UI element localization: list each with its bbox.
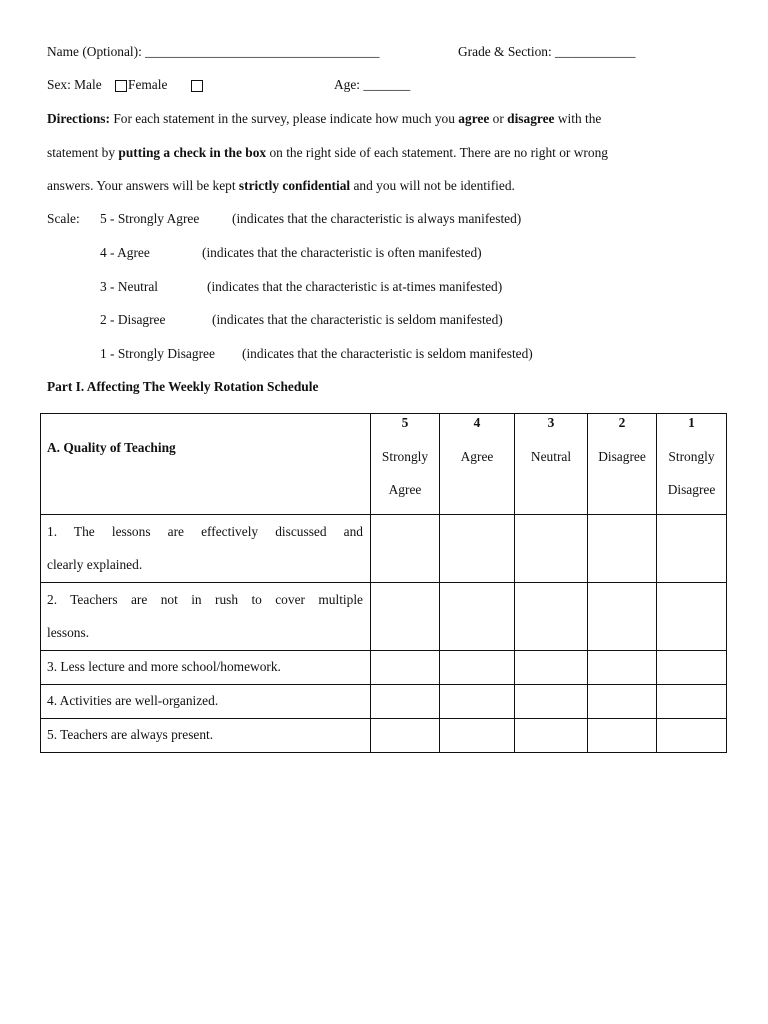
directions-text: answers. Your answers will be kept [47, 178, 239, 193]
statement-line: 1. The lessons are effectively discussed and [47, 524, 363, 539]
statement-cell [41, 515, 371, 583]
rating-cell-3[interactable] [515, 685, 588, 719]
column-number: 2 [618, 415, 626, 430]
directions-text: on the right side of each statement. There are no right or wrong [266, 145, 608, 160]
table-row [41, 651, 727, 685]
column-header-1 [657, 414, 727, 515]
rating-cell-2[interactable] [588, 583, 657, 651]
scale-desc-5: (indicates that the characteristic is always manifested) [232, 211, 522, 226]
grade-section-field[interactable]: Grade & Section: ____________ [458, 44, 636, 59]
rating-cell-2[interactable] [588, 515, 657, 583]
age-field[interactable]: Age: _______ [334, 77, 411, 92]
rating-cell-2[interactable] [588, 651, 657, 685]
column-label: Strongly [381, 449, 429, 464]
scale-level-4: 4 - Agree [100, 245, 150, 260]
rating-cell-1[interactable] [657, 583, 727, 651]
column-label: Disagree [667, 482, 716, 497]
directions-text: or [489, 111, 508, 126]
scale-desc-3: (indicates that the characteristic is at-times manifested) [207, 279, 503, 294]
directions-text: and you will not be identified. [350, 178, 515, 193]
column-number: 1 [688, 415, 695, 430]
column-number: 5 [401, 415, 409, 430]
column-label: Agree [460, 449, 494, 464]
table-row [41, 583, 727, 651]
rating-cell-4[interactable] [440, 685, 515, 719]
table-row [41, 685, 727, 719]
survey-table [40, 413, 727, 753]
scale-desc-2: (indicates that the characteristic is seldom manifested) [212, 312, 503, 327]
column-label: Neutral [530, 449, 572, 464]
column-label: Disagree [598, 449, 646, 464]
statement-cell: 3. Less lecture and more school/homework. [41, 651, 371, 685]
scale-level-2: 2 - Disagree [100, 312, 166, 327]
rating-cell-4[interactable] [440, 719, 515, 753]
rating-cell-3[interactable] [515, 651, 588, 685]
rating-cell-4[interactable] [440, 515, 515, 583]
rating-cell-5[interactable] [371, 515, 440, 583]
name-field[interactable]: Name (Optional): ___________________________________ [47, 44, 380, 59]
column-header-4 [440, 414, 515, 515]
statement-line: clearly explained. [47, 557, 143, 572]
directions-label: Directions: [47, 111, 110, 126]
scale-level-1: 1 - Strongly Disagree [100, 346, 215, 361]
rating-cell-1[interactable] [657, 685, 727, 719]
section-title: A. Quality of Teaching [41, 414, 371, 515]
rating-cell-5[interactable] [371, 685, 440, 719]
rating-cell-2[interactable] [588, 685, 657, 719]
scale-label: Scale: [47, 211, 80, 226]
column-header-2 [588, 414, 657, 515]
directions-agree: agree [458, 111, 490, 126]
part-title: Part I. Affecting The Weekly Rotation Schedule [47, 379, 319, 394]
rating-cell-4[interactable] [440, 651, 515, 685]
rating-cell-4[interactable] [440, 583, 515, 651]
column-number: 3 [547, 415, 555, 430]
female-checkbox[interactable] [191, 80, 203, 92]
statement-cell: 4. Activities are well-organized. [41, 685, 371, 719]
directions-line-3 [47, 178, 515, 194]
directions-line-1 [47, 111, 601, 127]
scale-level-5: 5 - Strongly Agree [100, 211, 200, 226]
sex-label: Sex: Male [47, 77, 102, 92]
rating-cell-5[interactable] [371, 719, 440, 753]
directions-text: statement by [47, 145, 119, 160]
directions-check: putting a check in the box [118, 145, 267, 160]
statement-cell: 5. Teachers are always present. [41, 719, 371, 753]
directions-text: For each statement in the survey, please indicate how much you [109, 111, 459, 126]
statement-cell [41, 583, 371, 651]
column-label: Strongly [668, 449, 715, 464]
directions-disagree: disagree [507, 111, 555, 126]
rating-cell-1[interactable] [657, 719, 727, 753]
rating-cell-3[interactable] [515, 515, 588, 583]
rating-cell-1[interactable] [657, 515, 727, 583]
rating-cell-3[interactable] [515, 719, 588, 753]
directions-text: with the [554, 111, 602, 126]
rating-cell-3[interactable] [515, 583, 588, 651]
scale-desc-4: (indicates that the characteristic is often manifested) [202, 245, 482, 260]
rating-cell-2[interactable] [588, 719, 657, 753]
table-row [41, 515, 727, 583]
column-label: Agree [388, 482, 422, 497]
scale-desc-1: (indicates that the characteristic is seldom manifested) [242, 346, 533, 361]
directions-line-2 [47, 145, 608, 161]
rating-cell-1[interactable] [657, 651, 727, 685]
statement-line: lessons. [47, 625, 90, 640]
column-number: 4 [473, 415, 481, 430]
column-header-3 [515, 414, 588, 515]
male-checkbox[interactable] [115, 80, 127, 92]
table-header-row [41, 414, 727, 515]
table-row [41, 719, 727, 753]
statement-line: 2. Teachers are not in rush to cover multiple [47, 592, 363, 607]
rating-cell-5[interactable] [371, 583, 440, 651]
column-header-5 [371, 414, 440, 515]
female-label: Female [128, 77, 168, 92]
scale-level-3: 3 - Neutral [100, 279, 159, 294]
rating-cell-5[interactable] [371, 651, 440, 685]
directions-confidential: strictly confidential [238, 178, 351, 193]
